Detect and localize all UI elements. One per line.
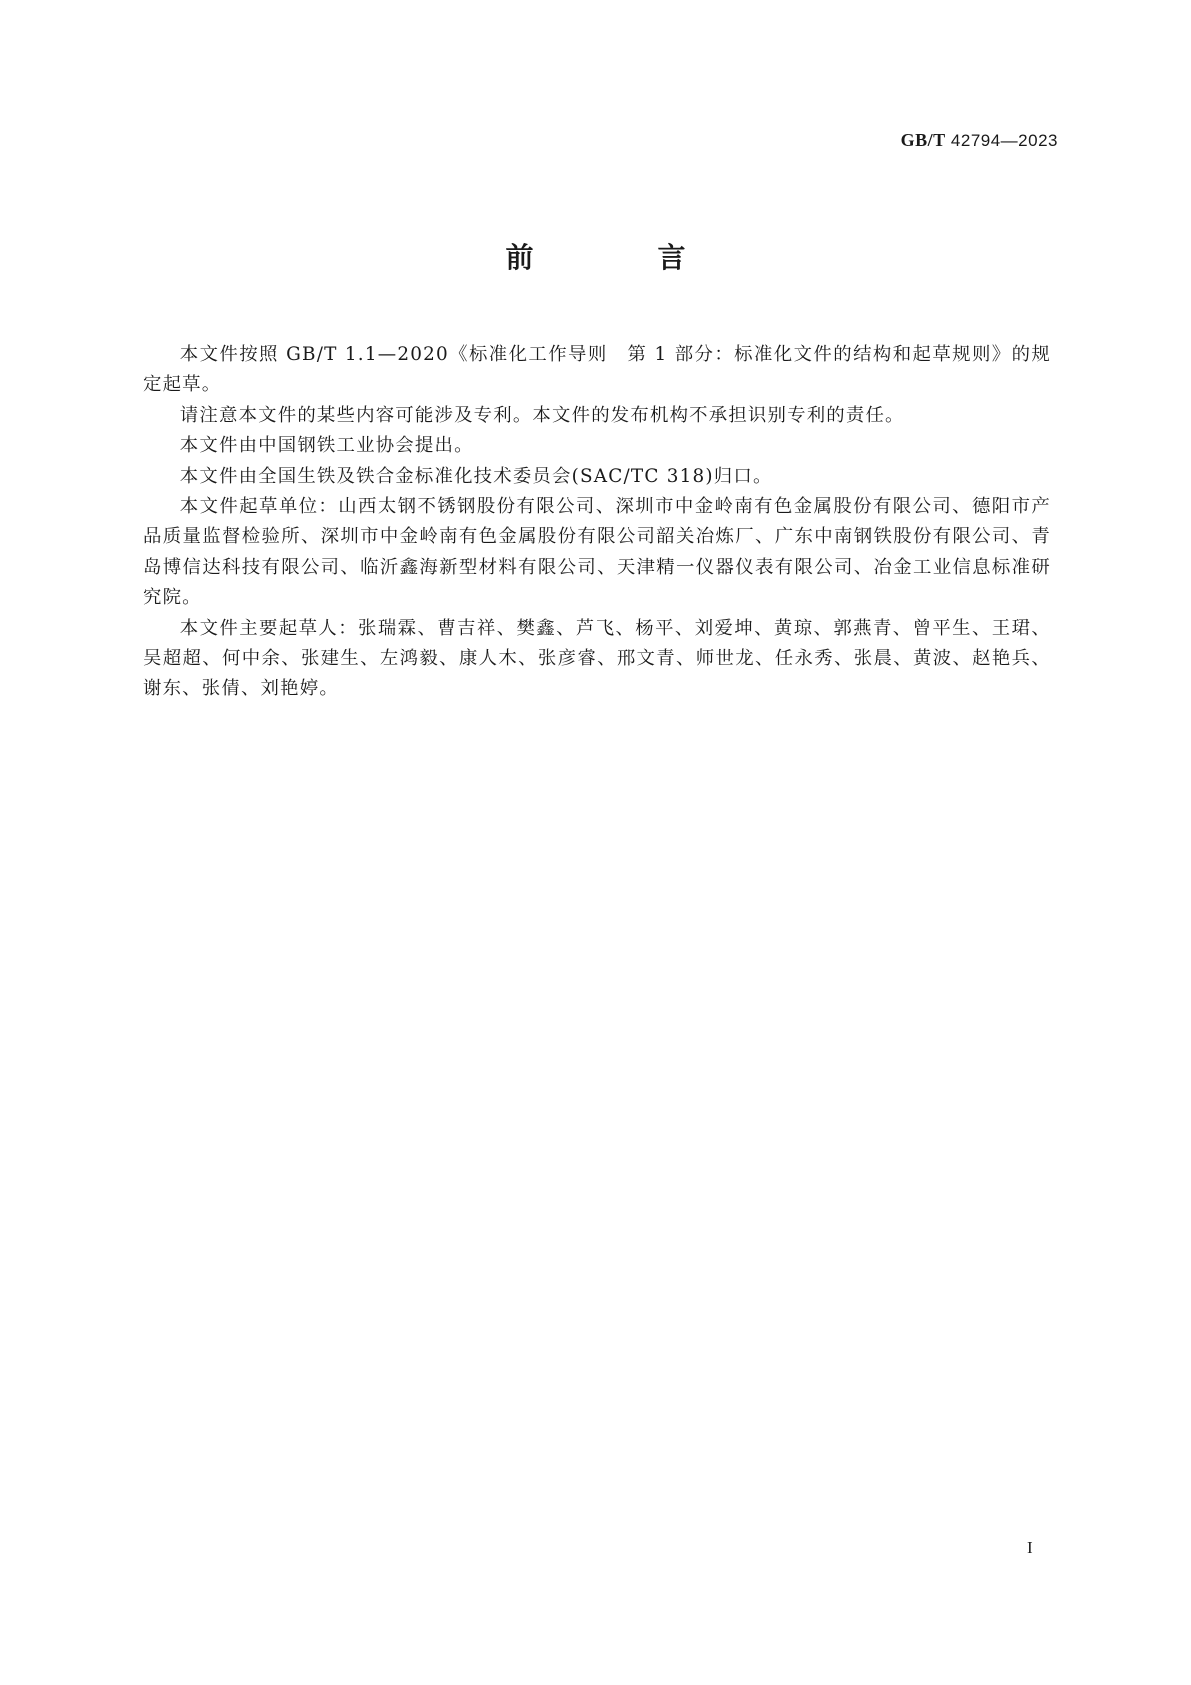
paragraph-drafting-rules: 本文件按照 GB/T 1.1—2020《标准化工作导则 第 1 部分：标准化文件的结构和起草规则》的规定起草。 <box>143 344 1051 396</box>
paragraph-proposer: 本文件由中国钢铁工业协会提出。 <box>179 435 474 457</box>
page-number: I <box>1027 1538 1033 1557</box>
page-title: 前 言 <box>505 241 734 274</box>
standard-prefix: GB/T <box>900 130 946 150</box>
standard-code <box>901 130 1058 151</box>
standard-number: 42794—2023 <box>950 131 1058 150</box>
paragraph-patent-notice: 请注意本文件的某些内容可能涉及专利。本文件的发布机构不承担识别专利的责任。 <box>179 404 905 426</box>
foreword-body <box>143 340 1051 705</box>
paragraph-drafting-units: 本文件起草单位：山西太钢不锈钢股份有限公司、深圳市中金岭南有色金属股份有限公司、德阳市产品质量监督检验所、深圳市中金岭南有色金属股份有限公司韶关冶炼厂、广东中南钢铁股份有限公司、青岛博信达科技有限公司、临沂鑫海新型材料有限公司、天津精一仪器仪表有限公司、冶金工业信息标准研究院。 <box>143 496 1051 609</box>
paragraph-drafters: 本文件主要起草人：张瑞霖、曹吉祥、樊鑫、芦飞、杨平、刘爱坤、黄琼、郭燕青、曾平生、王珺、吴超超、何中余、张建生、左鸿毅、康人木、张彦睿、邢文青、师世龙、任永秀、张晨、黄波、赵艳兵、谢东、张倩、刘艳婷。 <box>143 617 1051 700</box>
paragraph-technical-committee: 本文件由全国生铁及铁合金标准化技术委员会(SAC/TC 318)归口。 <box>179 465 773 487</box>
